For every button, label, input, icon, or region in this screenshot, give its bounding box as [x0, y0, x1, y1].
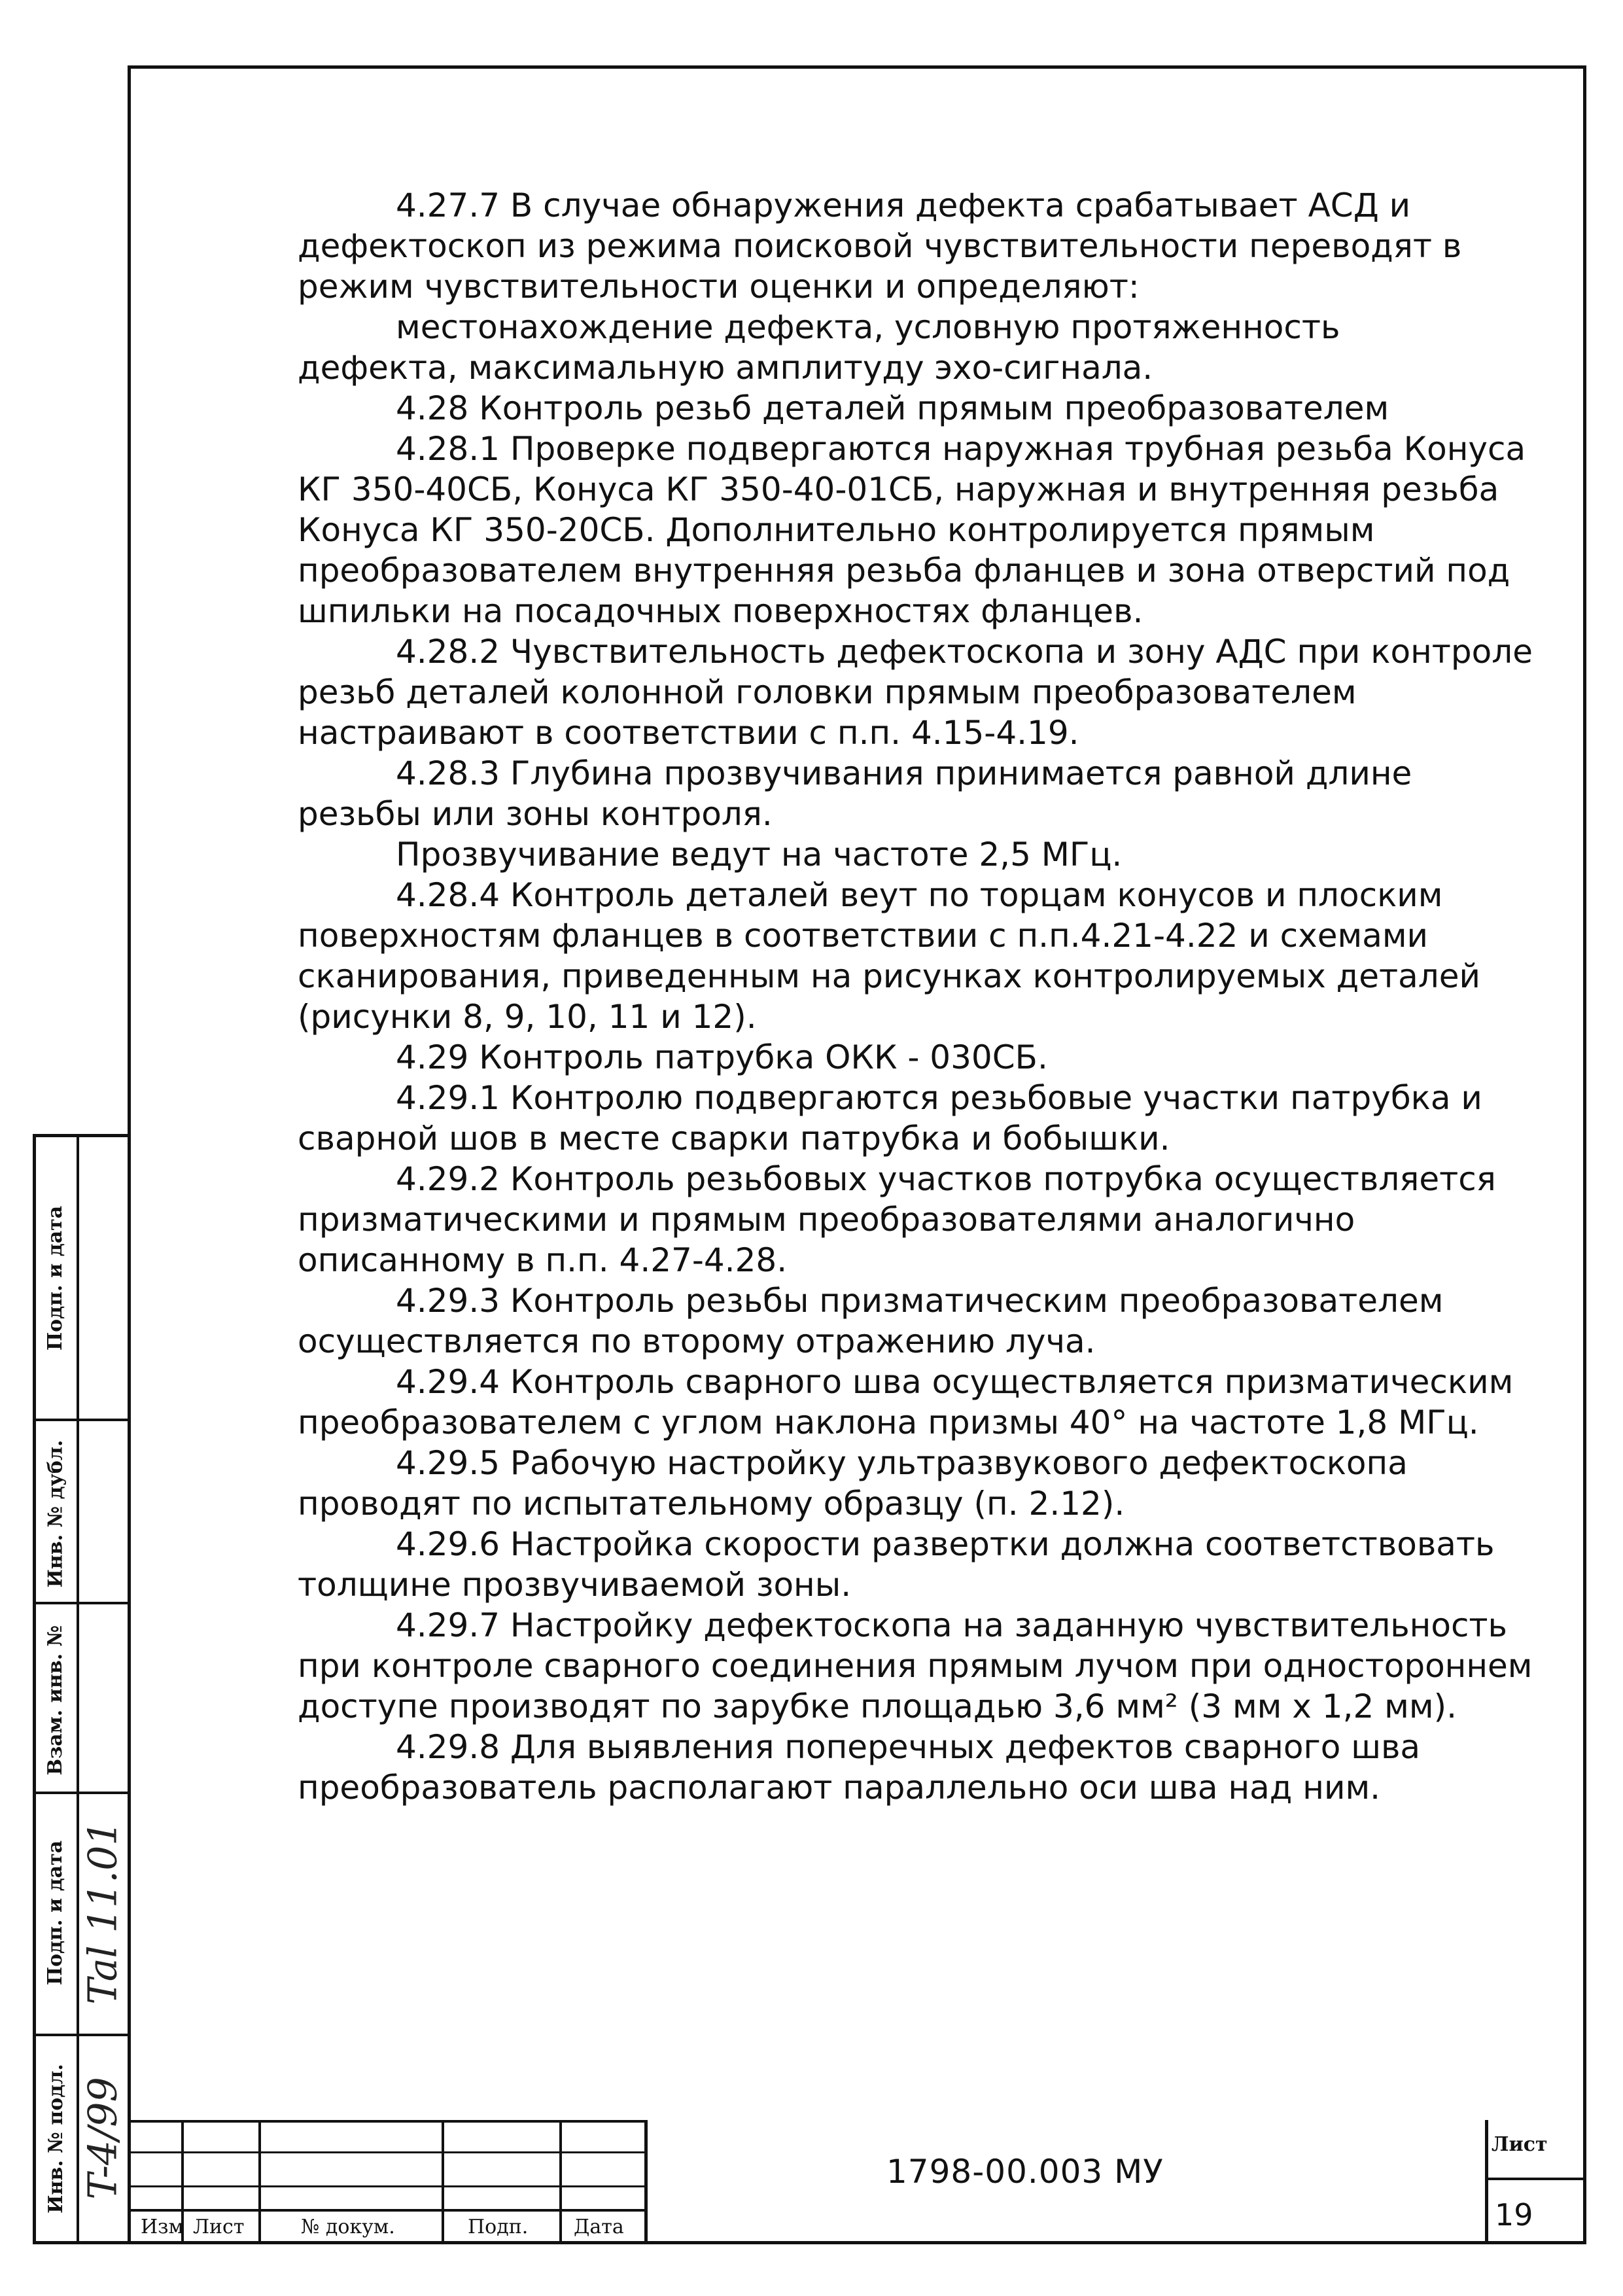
paragraph: местонахождение дефекта, условную протяженность [396, 308, 1340, 346]
paragraph: дефекта, максимальную амплитуду эхо-сигнала. [298, 349, 1153, 387]
paragraph: 4.28.3 Глубина прозвучивания принимается равной длине резьбы или зоны контроля. [298, 754, 1412, 833]
paragraph: 4.27.7 В случае обнаружения дефекта срабатывает АСД и дефектоскоп из режима поисковой чувствительности переводят в режим чувствительности оценки и определяют: [298, 186, 1462, 306]
paragraph: 4.29 Контроль патрубка ОКК - 030СБ. [396, 1038, 1048, 1076]
paragraph: 4.29.3 Контроль резьбы призматическим преобразователем осуществляется по второму отражению луча. [298, 1282, 1444, 1360]
side-stamp [33, 1134, 128, 2244]
title-block [128, 2120, 1586, 2244]
paragraph: 4.29.7 Настройку дефектоскопа на заданную чувствительность при контроле сварного соединения прямым лучом при одностороннем доступе производят по зарубке площадью 3,6 мм² (3 мм х 1,2 мм). [298, 1606, 1533, 1725]
title-col-doc-number: № докум. [301, 2216, 395, 2238]
side-label-replacement-inv: Взам. инв. № [44, 1625, 67, 1775]
title-col-signature: Подп. [468, 2216, 529, 2238]
paragraph: 4.29.2 Контроль резьбовых участков потрубка осуществляется призматическими и прямым преобразователями аналогично описанному в п.п. 4.27-4.28. [298, 1160, 1496, 1279]
side-label-original-inv: Инв. № подл. [44, 2063, 67, 2214]
paragraph: 4.29.1 Контролю подвергаются резьбовые участки патрубка и сварной шов в месте сварки патрубка и бобышки. [298, 1079, 1482, 1157]
paragraph: 4.29.5 Рабочую настройку ультразвукового дефектоскопа проводят по испытательному образцу (п. 2.12). [298, 1444, 1408, 1523]
paragraph: 4.28.4 Контроль деталей веут по торцам конусов и плоским поверхностям фланцев в соответствии с п.п.4.21-4.22 и схемами сканирования, приведенным на рисунках контролируемых деталей (рисунки 8, 9, 10, 11 и 12). [298, 876, 1480, 1036]
title-col-sheet: Лист [193, 2216, 245, 2238]
paragraph: 4.29.4 Контроль сварного шва осуществляется призматическим преобразователем с углом наклона призмы 40° на частоте 1,8 МГц. [298, 1363, 1514, 1441]
document-body [298, 185, 1541, 1808]
handwritten-signature: Tal 11.01 [80, 1820, 127, 2005]
document-code: 1798-00.003 МУ [886, 2153, 1164, 2191]
title-col-change: Изм [141, 2216, 184, 2238]
paragraph: 4.29.8 Для выявления поперечных дефектов сварного шва преобразователь располагают параллельно оси шва над ним. [298, 1728, 1421, 1807]
title-col-date: Дата [574, 2216, 624, 2238]
sheet-label: Лист [1492, 2133, 1548, 2156]
paragraph: 4.29.6 Настройка скорости развертки должна соответствовать толщине прозвучиваемой зоны. [298, 1525, 1495, 1604]
sheet-number: 19 [1495, 2197, 1533, 2233]
side-label-sign-date: Подп. и дата [44, 1205, 67, 1351]
paragraph: Прозвучивание ведут на частоте 2,5 МГц. [396, 836, 1123, 874]
paragraph: 4.28.2 Чувствительность дефектоскопа и зону АДС при контроле резьб деталей колонной головки прямым преобразователем настраивают в соответствии с п.п. 4.15-4.19. [298, 633, 1533, 752]
side-label-duplicate-inv: Инв. № дубл. [44, 1439, 67, 1587]
side-label-sign-date-2: Подп. и дата [44, 1840, 67, 1985]
handwritten-number: T-4/99 [80, 2077, 127, 2200]
paragraph: 4.28 Контроль резьб деталей прямым преобразователем [396, 389, 1389, 427]
paragraph: 4.28.1 Проверке подвергаются наружная трубная резьба Конуса КГ 350-40СБ, Конуса КГ 350-40-01СБ, наружная и внутренняя резьба Конуса КГ 350-20СБ. Дополнительно контролируется прямым преобразователем внутренняя резьба фланцев и зона отверстий под шпильки на посадочных поверхностях фланцев. [298, 430, 1526, 630]
